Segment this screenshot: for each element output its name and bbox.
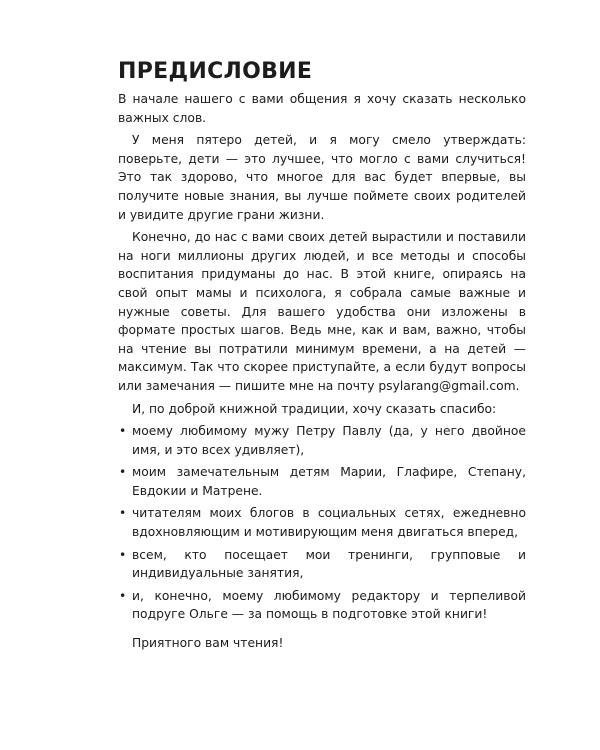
page: [118, 58, 526, 653]
list-item: [118, 463, 526, 500]
page-title: ПРЕДИСЛОВИЕ: [118, 59, 313, 84]
book-purpose-paragraph: Конечно, до нас с вами своих детей вырастили и поставили на ноги миллионы других людей, и все методы и способы воспитания придуманы до нас. В этой книге, опираясь на свой опыт мамы и психолога, я собрала самые важные и нужные советы. Для вашего удобства они изложены в формате простых шагов. Ведь мне, как и вам, важно, чтобы на чтение вы потратили минимум времени, а на детей — максимум. Так что скорее приступайте, а если будут вопросы или замечания — пишите мне на почту psylarang@gmail.com.: [118, 230, 526, 393]
bullet-icon: •: [119, 465, 127, 480]
list-item: [118, 504, 526, 541]
list-item: [118, 422, 526, 459]
bullet-icon: •: [119, 506, 127, 521]
list-item-text: всем, кто посещает мои тренинги, групповые и индивидуальные занятия,: [132, 547, 526, 581]
closing-line: Приятного вам чтения!: [132, 636, 284, 651]
thanks-list: [118, 422, 526, 624]
list-item: [118, 546, 526, 583]
list-item-text: и, конечно, моему любимому редактору и терпеливой подруге Ольге — за помощь в подготовке этой книги!: [132, 588, 526, 622]
thanks-intro-paragraph: И, по доброй книжной традиции, хочу сказать спасибо:: [132, 401, 497, 416]
list-item-text: читателям моих блогов в социальных сетях, ежедневно вдохновляющим и мотивирующим меня двигаться вперед,: [132, 506, 526, 540]
list-item-text: моему любимому мужу Петру Павлу (да, у него двойное имя, и это всех удивляет),: [132, 424, 526, 457]
list-item: [118, 587, 526, 624]
children-paragraph: У меня пятеро детей, и я могу смело утверждать: поверьте, дети — это лучшее, что могло с вами случиться! Это так здорово, что многое для вас будет впервые, вы получите новые знания, вы лучше поймете своих родителей и увидите другие грани жизни.: [118, 133, 526, 222]
list-item-text: моим замечательным детям Марии, Глафире, Степану, Евдокии и Матрене.: [132, 465, 526, 498]
bullet-icon: •: [119, 547, 127, 562]
intro-paragraph: В начале нашего с вами общения я хочу сказать несколько важных слов.: [118, 92, 526, 125]
bullet-icon: •: [119, 424, 127, 439]
bullet-icon: •: [119, 588, 127, 603]
